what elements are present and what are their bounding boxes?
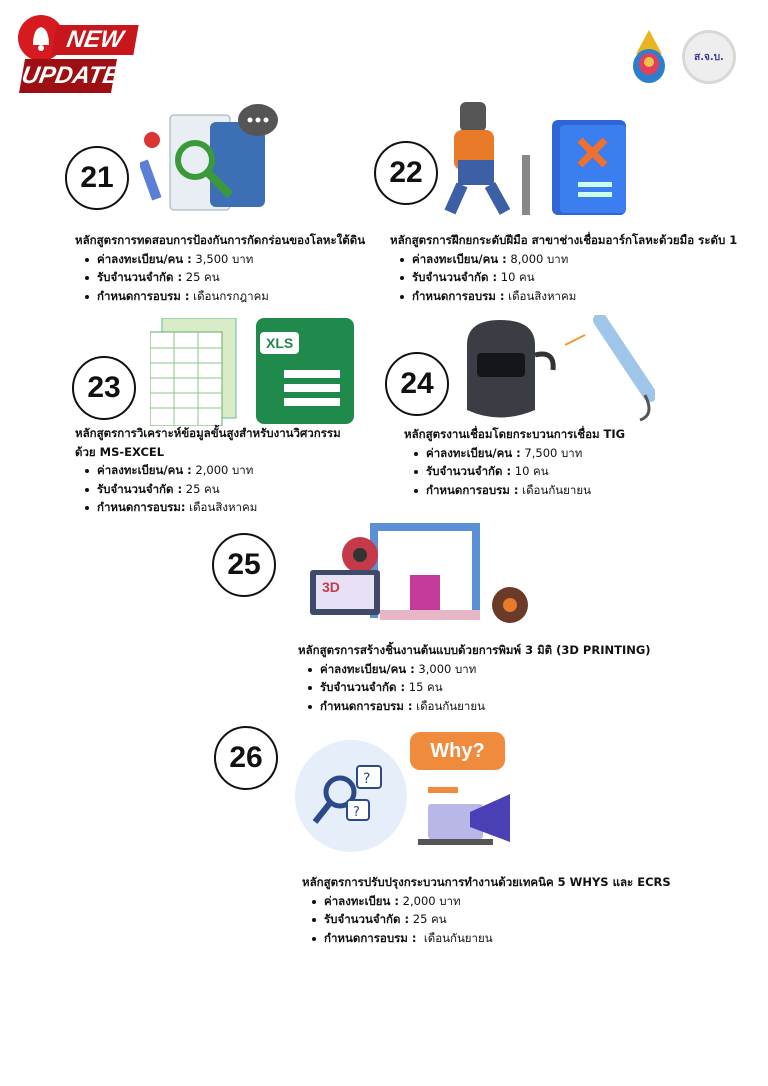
course-26 (302, 873, 671, 947)
3d-label: 3D (322, 579, 340, 595)
partner-logo-text: ส.จ.บ. (694, 51, 724, 63)
why-megaphone-illustration (410, 732, 525, 852)
course-title: หลักสูตรการสร้างชิ้นงานต้นแบบด้วยการพิมพ์ 3 มิติ (3D PRINTING) (298, 643, 651, 657)
xls-label: XLS (260, 332, 299, 354)
course-title: หลักสูตรการฝึกยกระดับฝีมือ สาขาช่างเชื่อมอาร์กโลหะด้วยมือ ระดับ 1 (390, 233, 738, 247)
course-fee: ค่าลงทะเบียน/คน : 7,500 บาท (414, 444, 625, 463)
course-21 (75, 231, 365, 305)
new-update-badge (18, 15, 138, 97)
course-fee: ค่าลงทะเบียน/คน : 3,000 บาท (308, 660, 651, 679)
course-schedule: กำหนดการอบรม : เดือนกันยายน (312, 929, 671, 948)
course-number-25: 25 (212, 533, 276, 597)
3d-printer-illustration (290, 515, 545, 630)
search-question-illustration (295, 740, 407, 852)
course-title: หลักสูตรการปรับปรุงกระบวนการทำงานด้วยเทคนิค 5 WHYS และ ECRS (302, 875, 671, 889)
why-speech-bubble: Why? (410, 732, 505, 770)
course-number-22: 22 (374, 141, 438, 205)
course-number-21: 21 (65, 146, 129, 210)
xls-file-icon (256, 318, 354, 424)
course-schedule: กำหนดการอบรม: เดือนสิงหาคม (85, 498, 341, 517)
partner-logo (682, 30, 736, 84)
course-title: หลักสูตรงานเชื่อมโดยกระบวนการเชื่อม TIG (404, 427, 626, 441)
course-fee: ค่าลงทะเบียน/คน : 2,000 บาท (85, 461, 341, 480)
institution-emblem-logo (630, 28, 668, 84)
course-schedule: กำหนดการอบรม : เดือนกันยายน (414, 481, 625, 500)
course-seats: รับจำนวนจำกัด : 25 คน (312, 910, 671, 929)
course-seats: รับจำนวนจำกัด : 10 คน (414, 462, 625, 481)
course-schedule: กำหนดการอบรม : เดือนสิงหาคม (400, 287, 737, 306)
svg-text:?: ? (353, 805, 360, 820)
badge-new: NEW (51, 25, 138, 55)
course-seats: รับจำนวนจำกัด : 25 คน (85, 480, 341, 499)
welder-illustration (440, 100, 635, 220)
course-title-line2: ด้วย MS-EXCEL (75, 444, 165, 459)
course-number-26: 26 (214, 726, 278, 790)
course-fee: ค่าลงทะเบียน/คน : 8,000 บาท (400, 250, 737, 269)
spreadsheet-illustration (150, 318, 240, 426)
course-seats: รับจำนวนจำกัด : 25 คน (85, 268, 365, 287)
course-schedule: กำหนดการอบรม : เดือนกันยายน (308, 697, 651, 716)
course-25 (298, 641, 651, 715)
inspection-illustration (140, 100, 280, 225)
course-24 (404, 425, 625, 499)
badge-update: UPDATE (19, 59, 117, 93)
svg-text:?: ? (363, 771, 371, 787)
course-seats: รับจำนวนจำกัด : 15 คน (308, 678, 651, 697)
course-number-23: 23 (72, 356, 136, 420)
course-22 (390, 231, 737, 305)
course-23 (75, 424, 341, 517)
course-fee: ค่าลงทะเบียน : 2,000 บาท (312, 892, 671, 911)
course-seats: รับจำนวนจำกัด : 10 คน (400, 268, 737, 287)
course-number-24: 24 (385, 352, 449, 416)
tig-welding-illustration (455, 315, 655, 425)
course-title: หลักสูตรการวิเคราะห์ข้อมูลขั้นสูงสำหรับงานวิศวกรรม (75, 426, 341, 440)
course-title: หลักสูตรการทดสอบการป้องกันการกัดกร่อนของโลหะใต้ดิน (75, 233, 366, 247)
course-fee: ค่าลงทะเบียน/คน : 3,500 บาท (85, 250, 365, 269)
course-schedule: กำหนดการอบรม : เดือนกรกฎาคม (85, 287, 365, 306)
